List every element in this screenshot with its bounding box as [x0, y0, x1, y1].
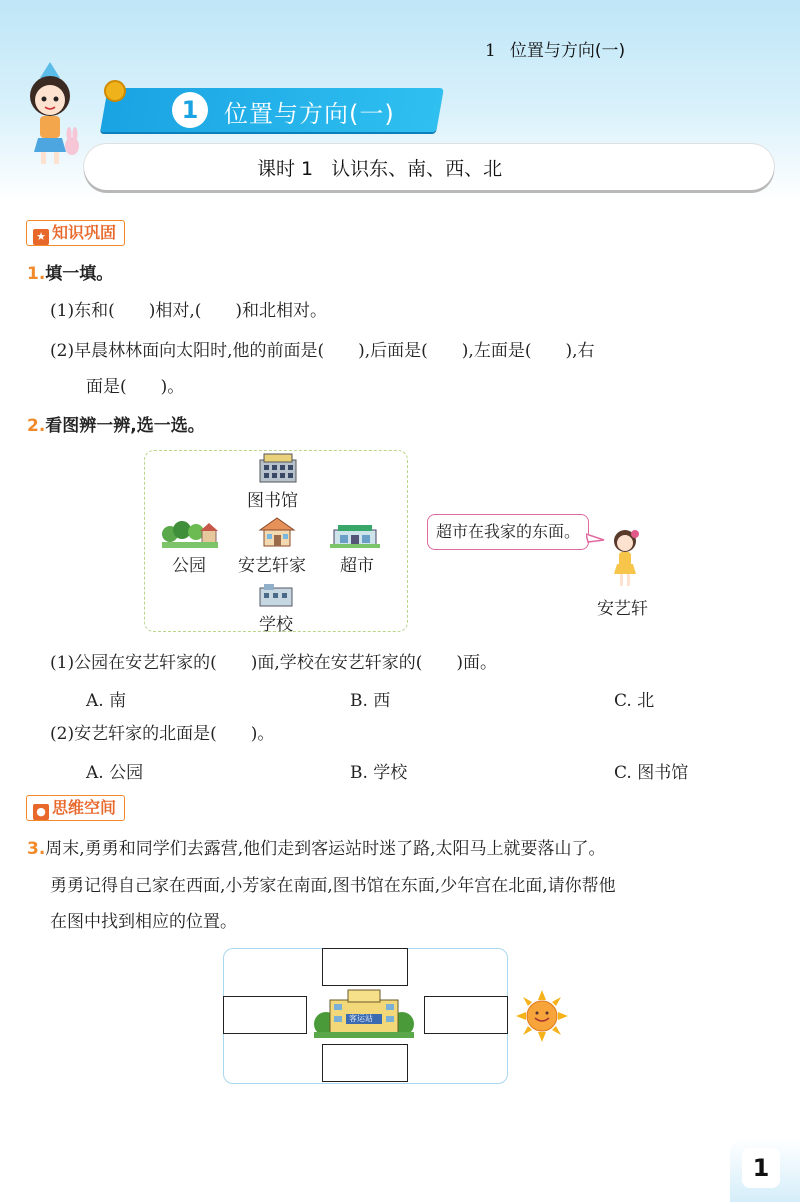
answer-box-east[interactable]	[424, 996, 508, 1034]
bubble-tail-icon	[586, 530, 606, 544]
running-head	[485, 36, 625, 61]
q1-title: 填一填。	[45, 264, 114, 284]
answer-box-west[interactable]	[223, 996, 307, 1034]
q2-sub1-option-c: C. 北	[614, 691, 655, 711]
section-tag-thinking	[26, 795, 125, 821]
q2-sub1-option-b: B. 西	[350, 691, 391, 711]
q3-line1	[27, 837, 606, 861]
speaker-name: 安艺轩	[597, 599, 648, 619]
lightbulb-icon: ●	[33, 804, 49, 820]
map-center-label: 安艺轩家	[238, 556, 306, 576]
section-tag-thinking-label: 思维空间	[52, 798, 117, 817]
star-icon: ★	[33, 229, 49, 245]
running-head-title: 位置与方向(一)	[509, 41, 626, 61]
school-icon	[258, 582, 294, 608]
running-head-number: 1	[485, 41, 496, 61]
girl-mascot-icon	[10, 60, 90, 170]
q2-sub2: (2)安艺轩家的北面是( )。	[50, 724, 275, 744]
q1-part2-line1: (2)早晨林林面向太阳时,他的前面是( ),后面是( ),左面是( ),右	[50, 341, 595, 361]
map-south-label: 学校	[259, 615, 293, 635]
anyixuan-girl-icon	[606, 528, 644, 590]
q2-heading	[27, 414, 205, 438]
q3-line3: 在图中找到相应的位置。	[50, 912, 237, 932]
map-north-label: 图书馆	[247, 491, 298, 511]
map-east-label: 超市	[340, 556, 374, 576]
q2-sub2-option-b: B. 学校	[350, 763, 408, 783]
answer-box-north[interactable]	[322, 948, 408, 986]
lesson-label	[257, 154, 502, 181]
section-tag-knowledge-label: 知识巩固	[52, 223, 117, 242]
q1-part1: (1)东和( )相对,( )和北相对。	[50, 301, 328, 321]
house-icon	[258, 516, 296, 548]
pushpin-icon	[104, 80, 126, 102]
page-number: 1	[742, 1148, 780, 1188]
q2-number: 2.	[27, 416, 46, 436]
unit-number-badge: 1	[172, 92, 208, 128]
q2-sub2-option-a: A. 公园	[86, 763, 144, 783]
answer-box-south[interactable]	[322, 1044, 408, 1082]
q2-sub1-option-a: A. 南	[86, 691, 127, 711]
map-west-label: 公园	[172, 556, 206, 576]
section-tag-knowledge	[26, 220, 125, 246]
lesson-title: 认识东、南、西、北	[331, 158, 503, 180]
q3-line1-text: 周末,勇勇和同学们去露营,他们走到客运站时迷了路,太阳马上就要落山了。	[45, 839, 606, 859]
park-icon	[162, 520, 218, 548]
unit-title: 位置与方向(一)	[224, 100, 395, 128]
q2-sub1: (1)公园在安艺轩家的( )面,学校在安艺轩家的( )面。	[50, 653, 498, 673]
library-icon	[258, 452, 298, 484]
q1-number: 1.	[27, 264, 46, 284]
q2-sub2-option-c: C. 图书馆	[614, 763, 689, 783]
station-sign: 客运站	[349, 1014, 373, 1023]
speech-bubble: 超市在我家的东面。	[427, 514, 589, 550]
lesson-number: 课时 1	[257, 158, 314, 180]
q2-title: 看图辨一辨,选一选。	[45, 416, 205, 436]
sun-icon	[516, 990, 568, 1042]
q3-number: 3.	[27, 839, 46, 859]
q1-heading	[27, 262, 113, 286]
q3-line2: 勇勇记得自己家在西面,小芳家在南面,图书馆在东面,少年宫在北面,请你帮他	[50, 876, 616, 896]
q1-part2-line2: 面是( )。	[86, 377, 185, 397]
supermarket-icon	[330, 522, 380, 548]
